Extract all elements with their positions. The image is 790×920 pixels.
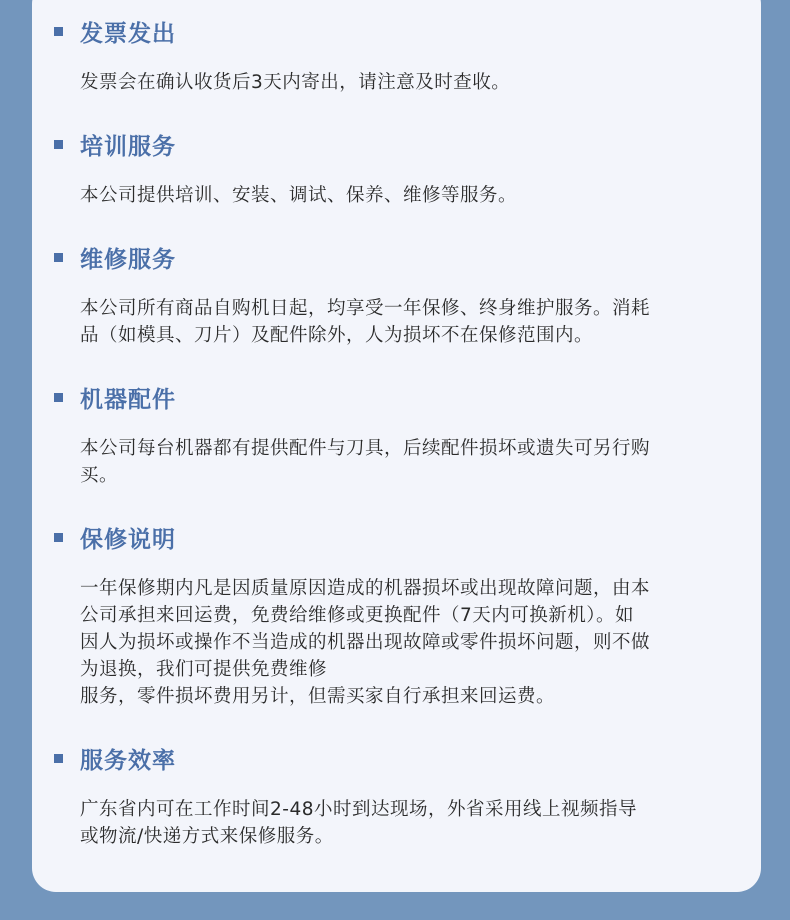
- section-body: [80, 295, 744, 349]
- section-body: [80, 575, 744, 710]
- section-body: [80, 796, 744, 850]
- body-line: 本公司所有商品自购机日起，均享受一年保修、终身维护服务。消耗: [80, 298, 651, 319]
- section-body: [80, 182, 744, 209]
- section-repair: [54, 239, 744, 349]
- section-parts: [54, 379, 744, 489]
- section-efficiency: [54, 740, 744, 850]
- section-heading: [54, 740, 744, 776]
- body-line: 或物流/快递方式来保修服务。: [80, 826, 334, 847]
- body-line: 因人为损坏或操作不当造成的机器出现故障或零件损坏问题，则不做: [80, 632, 651, 653]
- square-bullet-icon: [54, 253, 63, 262]
- section-title: 服务效率: [80, 747, 176, 774]
- body-line: 广东省内可在工作时间2-48小时到达现场，外省采用线上视频指导: [80, 799, 637, 820]
- section-title: 保修说明: [80, 526, 176, 553]
- body-line: 公司承担来回运费，免费给维修或更换配件（7天内可换新机）。如: [80, 605, 635, 626]
- section-heading: [54, 379, 744, 415]
- square-bullet-icon: [54, 754, 63, 763]
- section-body: [80, 69, 744, 96]
- body-line: 买。: [80, 465, 119, 486]
- body-line: 本公司每台机器都有提供配件与刀具，后续配件损坏或遗失可另行购: [80, 438, 651, 459]
- section-heading: [54, 519, 744, 555]
- square-bullet-icon: [54, 393, 63, 402]
- section-invoice: [54, 13, 744, 96]
- body-line: 发票会在确认收货后3天内寄出，请注意及时查收。: [80, 72, 511, 93]
- body-line: 一年保修期内凡是因质量原因造成的机器损坏或出现故障问题，由本: [80, 578, 651, 599]
- section-warranty: [54, 519, 744, 710]
- body-line: 品（如模具、刀片）及配件除外，人为损坏不在保修范围内。: [80, 325, 594, 346]
- section-title: 发票发出: [80, 20, 176, 47]
- square-bullet-icon: [54, 140, 63, 149]
- body-line: 为退换，我们可提供免费维修: [80, 659, 328, 680]
- section-heading: [54, 13, 744, 49]
- section-body: [80, 435, 744, 489]
- section-training: [54, 126, 744, 209]
- section-heading: [54, 239, 744, 275]
- section-heading: [54, 126, 744, 162]
- section-title: 维修服务: [80, 246, 176, 273]
- square-bullet-icon: [54, 533, 63, 542]
- section-title: 培训服务: [80, 133, 176, 160]
- body-line: 本公司提供培训、安装、调试、保养、维修等服务。: [80, 185, 518, 206]
- info-card: [32, 0, 761, 892]
- square-bullet-icon: [54, 27, 63, 36]
- section-title: 机器配件: [80, 386, 176, 413]
- body-line: 服务，零件损坏费用另计，但需买家自行承担来回运费。: [80, 686, 556, 707]
